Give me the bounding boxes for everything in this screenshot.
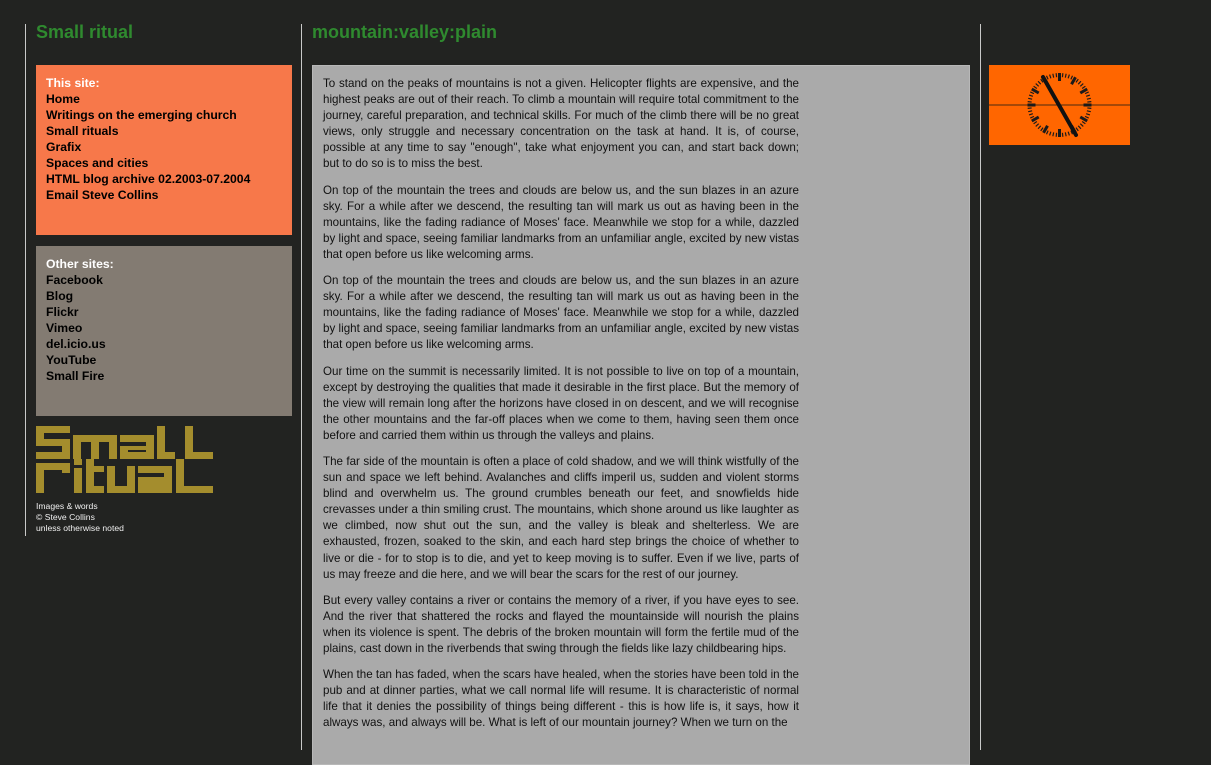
logo-block-letters [36, 426, 213, 493]
clock-tick [1086, 95, 1090, 96]
clock-tick [1065, 74, 1066, 78]
clock-tick [1032, 89, 1039, 93]
ext-link-blog[interactable]: Blog [46, 288, 282, 304]
article-paragraph: On top of the mountain the trees and clouds are below us, and the sun blazes in an azure sky. For a while after we descend, the resulting tan will mark us out as having been in the mountains, like the fading radiance of Moses' face. Meanwhile we stop for a while, dazzled by light and space, seeing familiar landmarks from an unfamiliar angle, excited by new vistas that open before us like welcoming arms. [323, 183, 799, 263]
clock-tick [1036, 84, 1039, 87]
clock-tick [1046, 131, 1048, 135]
credits [36, 501, 124, 534]
clock-tick [1029, 114, 1033, 115]
nav-link-blog-archive[interactable]: HTML blog archive 02.2003-07.2004 [46, 171, 282, 187]
clock-tick [1030, 116, 1034, 118]
clock-tick [1034, 86, 1037, 88]
clock-icon [989, 65, 1130, 145]
clock-tick [1038, 126, 1041, 129]
article-paragraph: On top of the mountain the trees and clouds are below us, and the sun blazes in an azure sky. For a while after we descend, the resulting tan will mark us out as having been in the mountains, like the fading radiance of Moses' face. Meanwhile we stop for a while, dazzled by light and space, seeing familiar landmarks from an unfamiliar angle, excited by new vistas that open before us like welcoming arms. [323, 273, 799, 353]
clock-tick [1029, 95, 1033, 96]
clock-tick [1036, 124, 1039, 127]
clock-tick [1076, 79, 1078, 82]
credits-line: © Steve Collins [36, 512, 124, 523]
clock-tick [1087, 98, 1091, 99]
article-paragraph: The far side of the mountain is often a place of cold shadow, and we will think wistfully of the sun and space we left behind. Avalanches and cliffs imperil us, sudden and violent storms blind and overwhelm us. The ground crumbles beneath our feet, and snowfields hide crevasses under a thin smiling crust. The mountains, which shone around us like laughter as we climbed, now shut out the sun, and the valley is bleak and shelterless. We are exhausted, frozen, soaked to the skin, and each hard step brings the choice of whether to live or die - for to stop is to die, and yet to keep moving is to suffer. Even if we live, parts of us may freeze and die here, and we will bear the scars for the rest of our journey. [323, 454, 799, 583]
ext-link-delicious[interactable]: del.icio.us [46, 336, 282, 352]
page-title: mountain:valley:plain [312, 22, 497, 43]
clock-tick [1072, 77, 1076, 84]
article-paragraph: Our time on the summit is necessarily limited. It is not possible to live on top of a mountain, except by destroying the qualities that made it desirable in the first place. But the memory of the view will remain long after the horizons have closed in on descent, and we will recognise the other mountains and the far-off places when we come to them, having seen them once before and carried them within us through the valleys and plains. [323, 364, 799, 444]
clock-tick [1071, 76, 1073, 80]
small-ritual-logo [36, 426, 213, 493]
clock-tick [1050, 75, 1051, 79]
credits-line: unless otherwise noted [36, 523, 124, 534]
clock-tick [1041, 128, 1043, 131]
clock-tick [1078, 81, 1081, 84]
clock-tick [1082, 121, 1085, 123]
clock-tick [1082, 86, 1085, 88]
nav-link-spaces-cities[interactable]: Spaces and cities [46, 155, 282, 171]
article-paragraph: But every valley contains a river or contains the memory of a river, if you have eyes to see. And the river that shattered the rocks and flayed the mountainside will nourish the plains when its violence is spent. The debris of the broken mountain will form the fertile mud of the plains, cast down in the riverbends that swing through the fields like lazy childbearing hips. [323, 593, 799, 657]
this-site-heading: This site: [46, 75, 282, 91]
clock-tick [1068, 75, 1069, 79]
right-rule [980, 24, 981, 750]
clock-tick [1065, 132, 1066, 136]
article-paragraph: To stand on the peaks of mountains is not a given. Helicopter flights are expensive, and the highest peaks are out of their reach. To climb a mountain will require total commitment to the journey, careful preparation, and technical skills. For much of the climb there will be no great views, only struggle and necessary concentration on the task at hand. It is, of course, possible at any time to say "enough", take what enjoyment you can, and start back down; but to do so is to miss the best. [323, 76, 799, 173]
clock-tick [1076, 128, 1078, 131]
clock-tick [1028, 111, 1032, 112]
other-sites-heading: Other sites: [46, 256, 282, 272]
clock-tick [1053, 132, 1054, 136]
other-sites-nav [36, 246, 292, 416]
ext-link-flickr[interactable]: Flickr [46, 304, 282, 320]
clock-tick [1038, 81, 1041, 84]
credits-line: Images & words [36, 501, 124, 512]
site-title: Small ritual [36, 22, 133, 43]
this-site-nav [36, 65, 292, 235]
nav-link-small-rituals[interactable]: Small rituals [46, 123, 282, 139]
clock-tick [1085, 92, 1089, 94]
article-paragraph: When the tan has faded, when the scars have healed, when the stories have been told in the pub and at dinner parties, what we call normal life will resume. It is characteristic of normal life that it denies the possibility of things being different - this is how life is, it says, how it always was, and always will be. What is left of our mountain journey? When we turn on the [323, 667, 799, 731]
ext-link-youtube[interactable]: YouTube [46, 352, 282, 368]
clock-tick [1034, 121, 1037, 123]
clock-tick [1030, 92, 1034, 94]
clock-tick [1044, 126, 1048, 133]
article-body [312, 65, 970, 765]
left-rule [25, 24, 26, 536]
clock-tick [1050, 132, 1051, 136]
clock-tick [1053, 74, 1054, 78]
clock-tick [1032, 117, 1039, 121]
nav-link-email[interactable]: Email Steve Collins [46, 187, 282, 203]
nav-link-grafix[interactable]: Grafix [46, 139, 282, 155]
clock-tick [1078, 126, 1081, 129]
ext-link-facebook[interactable]: Facebook [46, 272, 282, 288]
ext-link-small-fire[interactable]: Small Fire [46, 368, 282, 384]
nav-link-home[interactable]: Home [46, 91, 282, 107]
clock-tick [1068, 132, 1069, 136]
clock-tick [1046, 76, 1048, 80]
clock-tick [1085, 116, 1089, 118]
clock-widget [989, 65, 1130, 145]
clock-tick [1028, 98, 1032, 99]
ext-link-vimeo[interactable]: Vimeo [46, 320, 282, 336]
middle-rule [301, 24, 302, 750]
clock-tick [1080, 89, 1087, 93]
clock-tick [1080, 124, 1083, 127]
clock-tick [1087, 111, 1091, 112]
nav-link-writings[interactable]: Writings on the emerging church [46, 107, 282, 123]
clock-tick [1080, 117, 1087, 121]
clock-tick [1080, 84, 1083, 87]
clock-tick [1086, 114, 1090, 115]
